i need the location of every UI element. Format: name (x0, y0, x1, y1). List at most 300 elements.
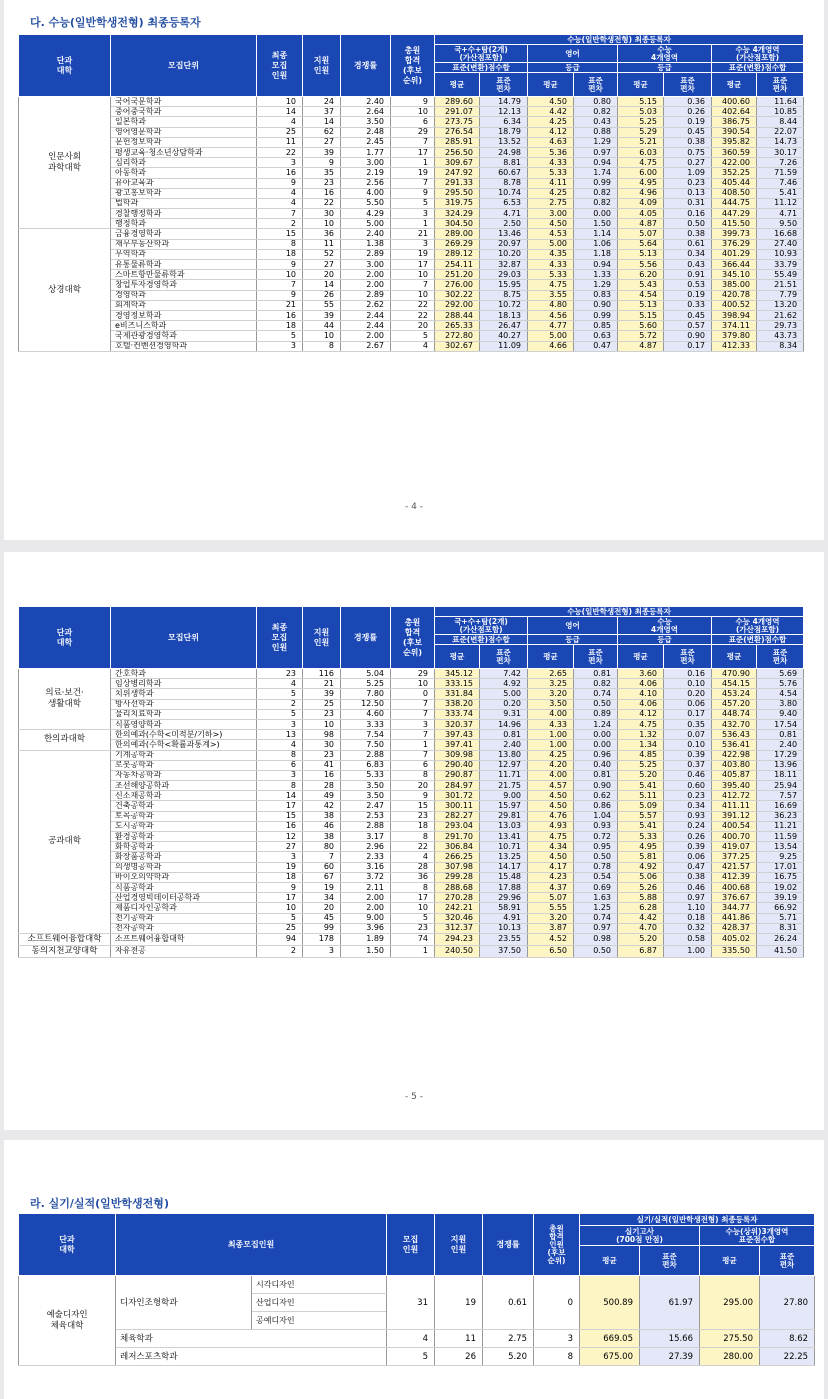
data-cell: 6.87 (618, 945, 664, 957)
data-cell: 8.75 (480, 290, 528, 300)
department-name: 국제관광경영학과 (111, 331, 257, 341)
data-cell: 5.50 (341, 198, 391, 208)
data-cell: 5.25 (618, 117, 664, 127)
data-cell: 1.63 (574, 893, 618, 903)
data-cell: 395.40 (712, 781, 757, 791)
data-cell: 0 (534, 1276, 580, 1330)
data-cell: 1.00 (528, 740, 574, 750)
data-cell: 247.92 (435, 168, 480, 178)
data-cell: 0.54 (574, 872, 618, 882)
department-name: 유아교육과 (111, 178, 257, 188)
data-cell: 27 (303, 260, 341, 270)
header-final-quota: 최종 모집 인원 (257, 35, 303, 97)
data-cell: 0.62 (574, 791, 618, 801)
data-cell: 16 (257, 310, 303, 320)
data-cell: 22 (391, 310, 435, 320)
data-cell: 0.47 (574, 341, 618, 351)
data-cell: 13.41 (480, 832, 528, 842)
data-cell: 4.53 (528, 229, 574, 239)
data-cell: 11.12 (757, 198, 804, 208)
department-name: 경영학과 (111, 290, 257, 300)
data-cell: 397.41 (435, 740, 480, 750)
table-row (19, 310, 804, 320)
data-cell: 9 (391, 791, 435, 801)
data-cell: 2.40 (341, 229, 391, 239)
data-cell: 18 (257, 321, 303, 331)
data-cell: 2.33 (341, 852, 391, 862)
data-cell: 25.94 (757, 781, 804, 791)
data-cell: 9.25 (757, 852, 804, 862)
data-cell: 11.09 (480, 341, 528, 351)
data-cell: 31 (387, 1276, 435, 1330)
data-cell: 675.00 (580, 1348, 640, 1366)
data-cell: 27.40 (757, 239, 804, 249)
data-cell: 4.17 (528, 862, 574, 872)
data-cell: 33.79 (757, 260, 804, 270)
data-cell: 13.96 (757, 760, 804, 770)
data-cell: 0.50 (664, 219, 712, 229)
data-cell: 3 (391, 239, 435, 249)
data-cell: 8 (257, 750, 303, 760)
data-cell: 9 (391, 188, 435, 198)
data-cell: 4.87 (618, 219, 664, 229)
table-row (19, 872, 804, 882)
header-g3s: 등급 (618, 635, 712, 645)
data-cell: 9.00 (480, 791, 528, 801)
header-csat-score: 수능(상위)3개영역 표준점수합 (700, 1226, 815, 1246)
data-cell: 2.89 (341, 249, 391, 259)
header-group-title: 수능(일반학생전형) 최종등록자 (435, 607, 804, 617)
data-cell: 432.70 (712, 719, 757, 729)
data-cell: 44 (303, 321, 341, 331)
data-cell: 21 (391, 229, 435, 239)
data-cell: 0.39 (664, 842, 712, 852)
data-cell: 428.37 (712, 923, 757, 933)
data-cell: 0.26 (664, 832, 712, 842)
data-cell: 2.65 (528, 669, 574, 679)
data-cell: 289.00 (435, 229, 480, 239)
data-cell: 10.72 (480, 300, 528, 310)
data-cell: 15.95 (480, 280, 528, 290)
data-cell: 0.23 (664, 791, 712, 801)
data-cell: 0.47 (664, 862, 712, 872)
department-name: 화학공학과 (111, 842, 257, 852)
data-cell: 402.64 (712, 107, 757, 117)
data-cell: 0.37 (664, 760, 712, 770)
data-cell: 6.03 (618, 147, 664, 157)
data-cell: 20 (303, 903, 341, 913)
data-cell: 1.09 (664, 168, 712, 178)
data-cell: 29.96 (480, 893, 528, 903)
data-cell: 0.60 (664, 781, 712, 791)
data-cell: 19 (257, 862, 303, 872)
data-cell: 4.71 (480, 209, 528, 219)
data-cell: 74 (391, 933, 435, 945)
data-cell: 13.20 (757, 300, 804, 310)
data-cell: 19.02 (757, 882, 804, 892)
data-cell: 0.88 (574, 127, 618, 137)
data-cell: 22 (391, 842, 435, 852)
data-cell: 4.96 (618, 188, 664, 198)
data-cell: 3.50 (528, 699, 574, 709)
header-average: 평균 (712, 645, 757, 669)
data-cell: 5 (257, 331, 303, 341)
data-cell: 306.84 (435, 842, 480, 852)
data-cell: 280.00 (700, 1348, 760, 1366)
header-g1s: 표준(변환)점수합 (435, 63, 528, 73)
data-cell: 11.64 (757, 97, 804, 107)
data-cell: 2.40 (480, 740, 528, 750)
data-cell: 39 (303, 310, 341, 320)
data-cell: 4 (257, 198, 303, 208)
data-cell: 405.87 (712, 770, 757, 780)
data-cell: 295.00 (700, 1276, 760, 1330)
data-cell: 2.64 (341, 107, 391, 117)
data-cell: 24.98 (480, 147, 528, 157)
data-cell: 13.80 (480, 750, 528, 760)
data-cell: 0.80 (574, 97, 618, 107)
data-cell: 294.23 (435, 933, 480, 945)
header-final-quota: 최종모집인원 (116, 1214, 387, 1276)
data-cell: 0.43 (664, 260, 712, 270)
data-cell: 13 (257, 730, 303, 740)
data-cell: 0.63 (574, 331, 618, 341)
data-cell: 4.09 (618, 198, 664, 208)
table-row (19, 97, 804, 107)
data-cell: 0.81 (480, 730, 528, 740)
department-name: 건축공학과 (111, 801, 257, 811)
data-cell: 178 (303, 933, 341, 945)
data-cell: 0.97 (664, 893, 712, 903)
department-name: 체육학과 (116, 1330, 387, 1348)
data-cell: 386.75 (712, 117, 757, 127)
data-cell: 34 (303, 893, 341, 903)
data-cell: 5 (391, 198, 435, 208)
data-cell: 4.29 (341, 209, 391, 219)
data-cell: 4.95 (618, 178, 664, 188)
data-cell: 0.19 (664, 290, 712, 300)
data-cell: 27 (303, 137, 341, 147)
data-cell: 5.00 (480, 689, 528, 699)
table-row (19, 679, 804, 689)
data-cell: 52 (303, 249, 341, 259)
department-name: 로봇공학과 (111, 760, 257, 770)
data-cell: 0.34 (664, 801, 712, 811)
data-cell: 5.21 (618, 137, 664, 147)
header-std-dev: 표준 편차 (757, 645, 804, 669)
data-cell: 16 (257, 821, 303, 831)
data-cell: 0.99 (574, 178, 618, 188)
data-cell: 293.04 (435, 821, 480, 831)
data-cell: 0.94 (574, 260, 618, 270)
data-cell: 19 (303, 882, 341, 892)
department-name: 레저스포츠학과 (116, 1348, 387, 1366)
data-cell: 3 (534, 1330, 580, 1348)
data-cell: 0.40 (574, 760, 618, 770)
data-cell: 38 (303, 832, 341, 842)
data-cell: 338.20 (435, 699, 480, 709)
data-cell: 2.75 (483, 1330, 534, 1348)
header-average: 평균 (618, 73, 664, 97)
data-cell: 10.74 (480, 188, 528, 198)
data-cell: 15 (391, 801, 435, 811)
data-cell: 0.24 (664, 821, 712, 831)
header-std-dev: 표준 편차 (757, 73, 804, 97)
data-cell: 1 (391, 740, 435, 750)
data-cell: 2.00 (341, 331, 391, 341)
header-group-title: 수능(일반학생전형) 최종등록자 (435, 35, 804, 45)
data-cell: 2.44 (341, 310, 391, 320)
data-cell: 23 (303, 178, 341, 188)
data-cell: 8.81 (480, 158, 528, 168)
data-cell: 7.79 (757, 290, 804, 300)
data-cell: 377.25 (712, 852, 757, 862)
data-cell: 3.55 (528, 290, 574, 300)
data-cell: 4.66 (528, 341, 574, 351)
data-cell: 0.90 (574, 300, 618, 310)
page-number: - 4 - (405, 502, 423, 512)
data-cell: 16.69 (757, 801, 804, 811)
data-cell: 4.50 (528, 97, 574, 107)
department-name: 자유전공 (111, 945, 257, 957)
data-cell: 27.39 (640, 1348, 700, 1366)
data-cell: 39 (303, 689, 341, 699)
data-cell: 374.11 (712, 321, 757, 331)
data-cell: 295.50 (435, 188, 480, 198)
data-cell: 10.85 (757, 107, 804, 117)
data-cell: 42 (303, 801, 341, 811)
department-name: 방사선학과 (111, 699, 257, 709)
data-cell: 0.93 (574, 821, 618, 831)
data-cell: 25 (303, 699, 341, 709)
data-cell: 4.76 (528, 811, 574, 821)
data-cell: 4.50 (528, 791, 574, 801)
data-cell: 37 (303, 107, 341, 117)
data-cell: 0.74 (574, 913, 618, 923)
data-cell: 7.50 (341, 740, 391, 750)
header-average: 평균 (528, 73, 574, 97)
data-cell: 30.17 (757, 147, 804, 157)
data-cell: 5.64 (618, 239, 664, 249)
data-cell: 0.50 (574, 945, 618, 957)
data-cell: 20.97 (480, 239, 528, 249)
data-cell: 3 (257, 341, 303, 351)
header-college: 단과 대학 (19, 35, 111, 97)
department-name: 창업투자경영학과 (111, 280, 257, 290)
table-row (19, 188, 804, 198)
college-name: 예술디자인 체육대학 (19, 1276, 116, 1366)
data-cell: 3.33 (341, 719, 391, 729)
data-cell: 4.25 (528, 117, 574, 127)
data-cell: 0.16 (664, 669, 712, 679)
data-cell: 4.54 (618, 290, 664, 300)
data-cell: 2.75 (528, 198, 574, 208)
department-name: 평생교육·청소년상담학과 (111, 147, 257, 157)
data-cell: 0.72 (574, 832, 618, 842)
data-cell: 4.52 (528, 933, 574, 945)
data-cell: 4.06 (618, 699, 664, 709)
data-cell: 4.33 (528, 158, 574, 168)
data-cell: 0.26 (664, 107, 712, 117)
data-cell: 10 (391, 903, 435, 913)
data-cell: 36 (391, 872, 435, 882)
data-cell: 2 (257, 219, 303, 229)
header-g2s: 등급 (528, 635, 618, 645)
header-g2s: 등급 (528, 63, 618, 73)
data-cell: 3.17 (341, 832, 391, 842)
data-cell: 13.03 (480, 821, 528, 831)
data-cell: 4.87 (618, 341, 664, 351)
data-cell: 360.59 (712, 147, 757, 157)
data-cell: 14.73 (757, 137, 804, 147)
table-row (19, 219, 804, 229)
college-name: 공과대학 (19, 750, 111, 933)
table-row (19, 730, 804, 740)
data-cell: 30 (303, 740, 341, 750)
header-std-dev: 표준 편차 (480, 645, 528, 669)
data-cell: 0.75 (664, 147, 712, 157)
data-cell: 21.51 (757, 280, 804, 290)
data-cell: 49 (303, 791, 341, 801)
data-cell: 0.18 (664, 913, 712, 923)
data-cell: 7 (391, 709, 435, 719)
table-row (19, 229, 804, 239)
data-cell: 2.44 (341, 321, 391, 331)
data-cell: 390.54 (712, 127, 757, 137)
data-cell: 0.00 (574, 730, 618, 740)
data-cell: 5.71 (757, 913, 804, 923)
data-cell: 30 (303, 209, 341, 219)
table-row (19, 791, 804, 801)
data-cell: 55.49 (757, 270, 804, 280)
data-cell: 23.55 (480, 933, 528, 945)
data-cell: 17 (257, 801, 303, 811)
table-row (19, 689, 804, 699)
data-cell: 4.85 (618, 750, 664, 760)
data-cell: 5.20 (618, 933, 664, 945)
data-cell: 21 (303, 679, 341, 689)
data-cell: 29 (391, 127, 435, 137)
data-cell: 4.12 (528, 127, 574, 137)
data-cell: 5.25 (618, 760, 664, 770)
data-cell: 400.70 (712, 832, 757, 842)
data-cell: 6 (391, 760, 435, 770)
data-cell: 307.98 (435, 862, 480, 872)
data-cell: 4.91 (480, 913, 528, 923)
department-name: 행정학과 (111, 219, 257, 229)
data-cell: 13.46 (480, 229, 528, 239)
data-cell: 0.53 (664, 280, 712, 290)
data-cell: 5.36 (528, 147, 574, 157)
data-cell: 9.40 (757, 709, 804, 719)
data-cell: 3.50 (341, 781, 391, 791)
data-cell: 304.50 (435, 219, 480, 229)
data-cell: 26.24 (757, 933, 804, 945)
department-name: 도시공학과 (111, 821, 257, 831)
data-cell: 0.81 (757, 730, 804, 740)
data-cell: 290.40 (435, 760, 480, 770)
data-cell: 4 (257, 188, 303, 198)
data-cell: 324.29 (435, 209, 480, 219)
data-cell: 10.20 (480, 249, 528, 259)
department-name: 금융경영학과 (111, 229, 257, 239)
department-name: 전기공학과 (111, 913, 257, 923)
data-cell: 3.60 (618, 669, 664, 679)
data-cell: 1.14 (574, 229, 618, 239)
data-cell: 0.06 (664, 852, 712, 862)
table-row (19, 760, 804, 770)
data-cell: 18 (257, 872, 303, 882)
data-cell: 5.00 (528, 239, 574, 249)
department-name: 한의예과(수학<미적분/기하>) (111, 730, 257, 740)
data-cell: 4.35 (528, 249, 574, 259)
data-cell: 5.43 (618, 280, 664, 290)
data-cell: 10 (391, 290, 435, 300)
data-cell: 66.92 (757, 903, 804, 913)
header-college: 단과 대학 (19, 607, 111, 669)
data-cell: 0.17 (664, 341, 712, 351)
data-cell: 4.60 (341, 709, 391, 719)
department-name: 호텔·컨벤션경영학과 (111, 341, 257, 351)
header-g3s: 등급 (618, 63, 712, 73)
data-cell: 80 (303, 842, 341, 852)
data-cell: 5 (257, 689, 303, 699)
data-cell: 290.87 (435, 770, 480, 780)
data-cell: 299.28 (435, 872, 480, 882)
data-cell: 0.82 (574, 198, 618, 208)
data-cell: 0.31 (664, 198, 712, 208)
data-cell: 39 (303, 147, 341, 157)
data-cell: 1.06 (574, 239, 618, 249)
department-name: 식품영양학과 (111, 719, 257, 729)
department-name: 한의예과(수학<확률과통계>) (111, 740, 257, 750)
data-cell: 265.33 (435, 321, 480, 331)
table-row (19, 127, 804, 137)
data-cell: 4.63 (528, 137, 574, 147)
college-name: 소프트웨어융합대학 (19, 933, 111, 945)
data-cell: 5.00 (528, 331, 574, 341)
data-cell: 242.21 (435, 903, 480, 913)
data-cell: 333.15 (435, 679, 480, 689)
data-cell: 29 (391, 669, 435, 679)
data-cell: 16 (257, 168, 303, 178)
data-cell: 669.05 (580, 1330, 640, 1348)
data-cell: 399.73 (712, 229, 757, 239)
header-g4: 수능 4개영역 (가산점포함) (712, 45, 804, 63)
data-cell: 0.45 (664, 127, 712, 137)
data-cell: 116 (303, 669, 341, 679)
data-cell: 5.55 (528, 903, 574, 913)
header-std-dev: 표준 편차 (664, 645, 712, 669)
header-waitlist-rank: 총원 합격 인원 (후보 순위) (534, 1214, 580, 1276)
data-cell: 98 (303, 730, 341, 740)
data-cell: 12.50 (341, 699, 391, 709)
data-cell: 1.33 (574, 270, 618, 280)
data-cell: 29.81 (480, 811, 528, 821)
data-cell: 0.58 (664, 933, 712, 945)
data-cell: 2.40 (341, 97, 391, 107)
data-cell: 448.74 (712, 709, 757, 719)
data-cell: 25 (257, 923, 303, 933)
data-cell: 8.31 (757, 923, 804, 933)
data-cell: 4.80 (528, 300, 574, 310)
data-cell: 5.33 (528, 270, 574, 280)
data-cell: 16.75 (757, 872, 804, 882)
data-cell: 3.96 (341, 923, 391, 933)
data-cell: 22 (303, 198, 341, 208)
section-title: 다. 수능(일반학생전형) 최종등록자 (30, 16, 201, 29)
data-cell: 400.60 (712, 97, 757, 107)
